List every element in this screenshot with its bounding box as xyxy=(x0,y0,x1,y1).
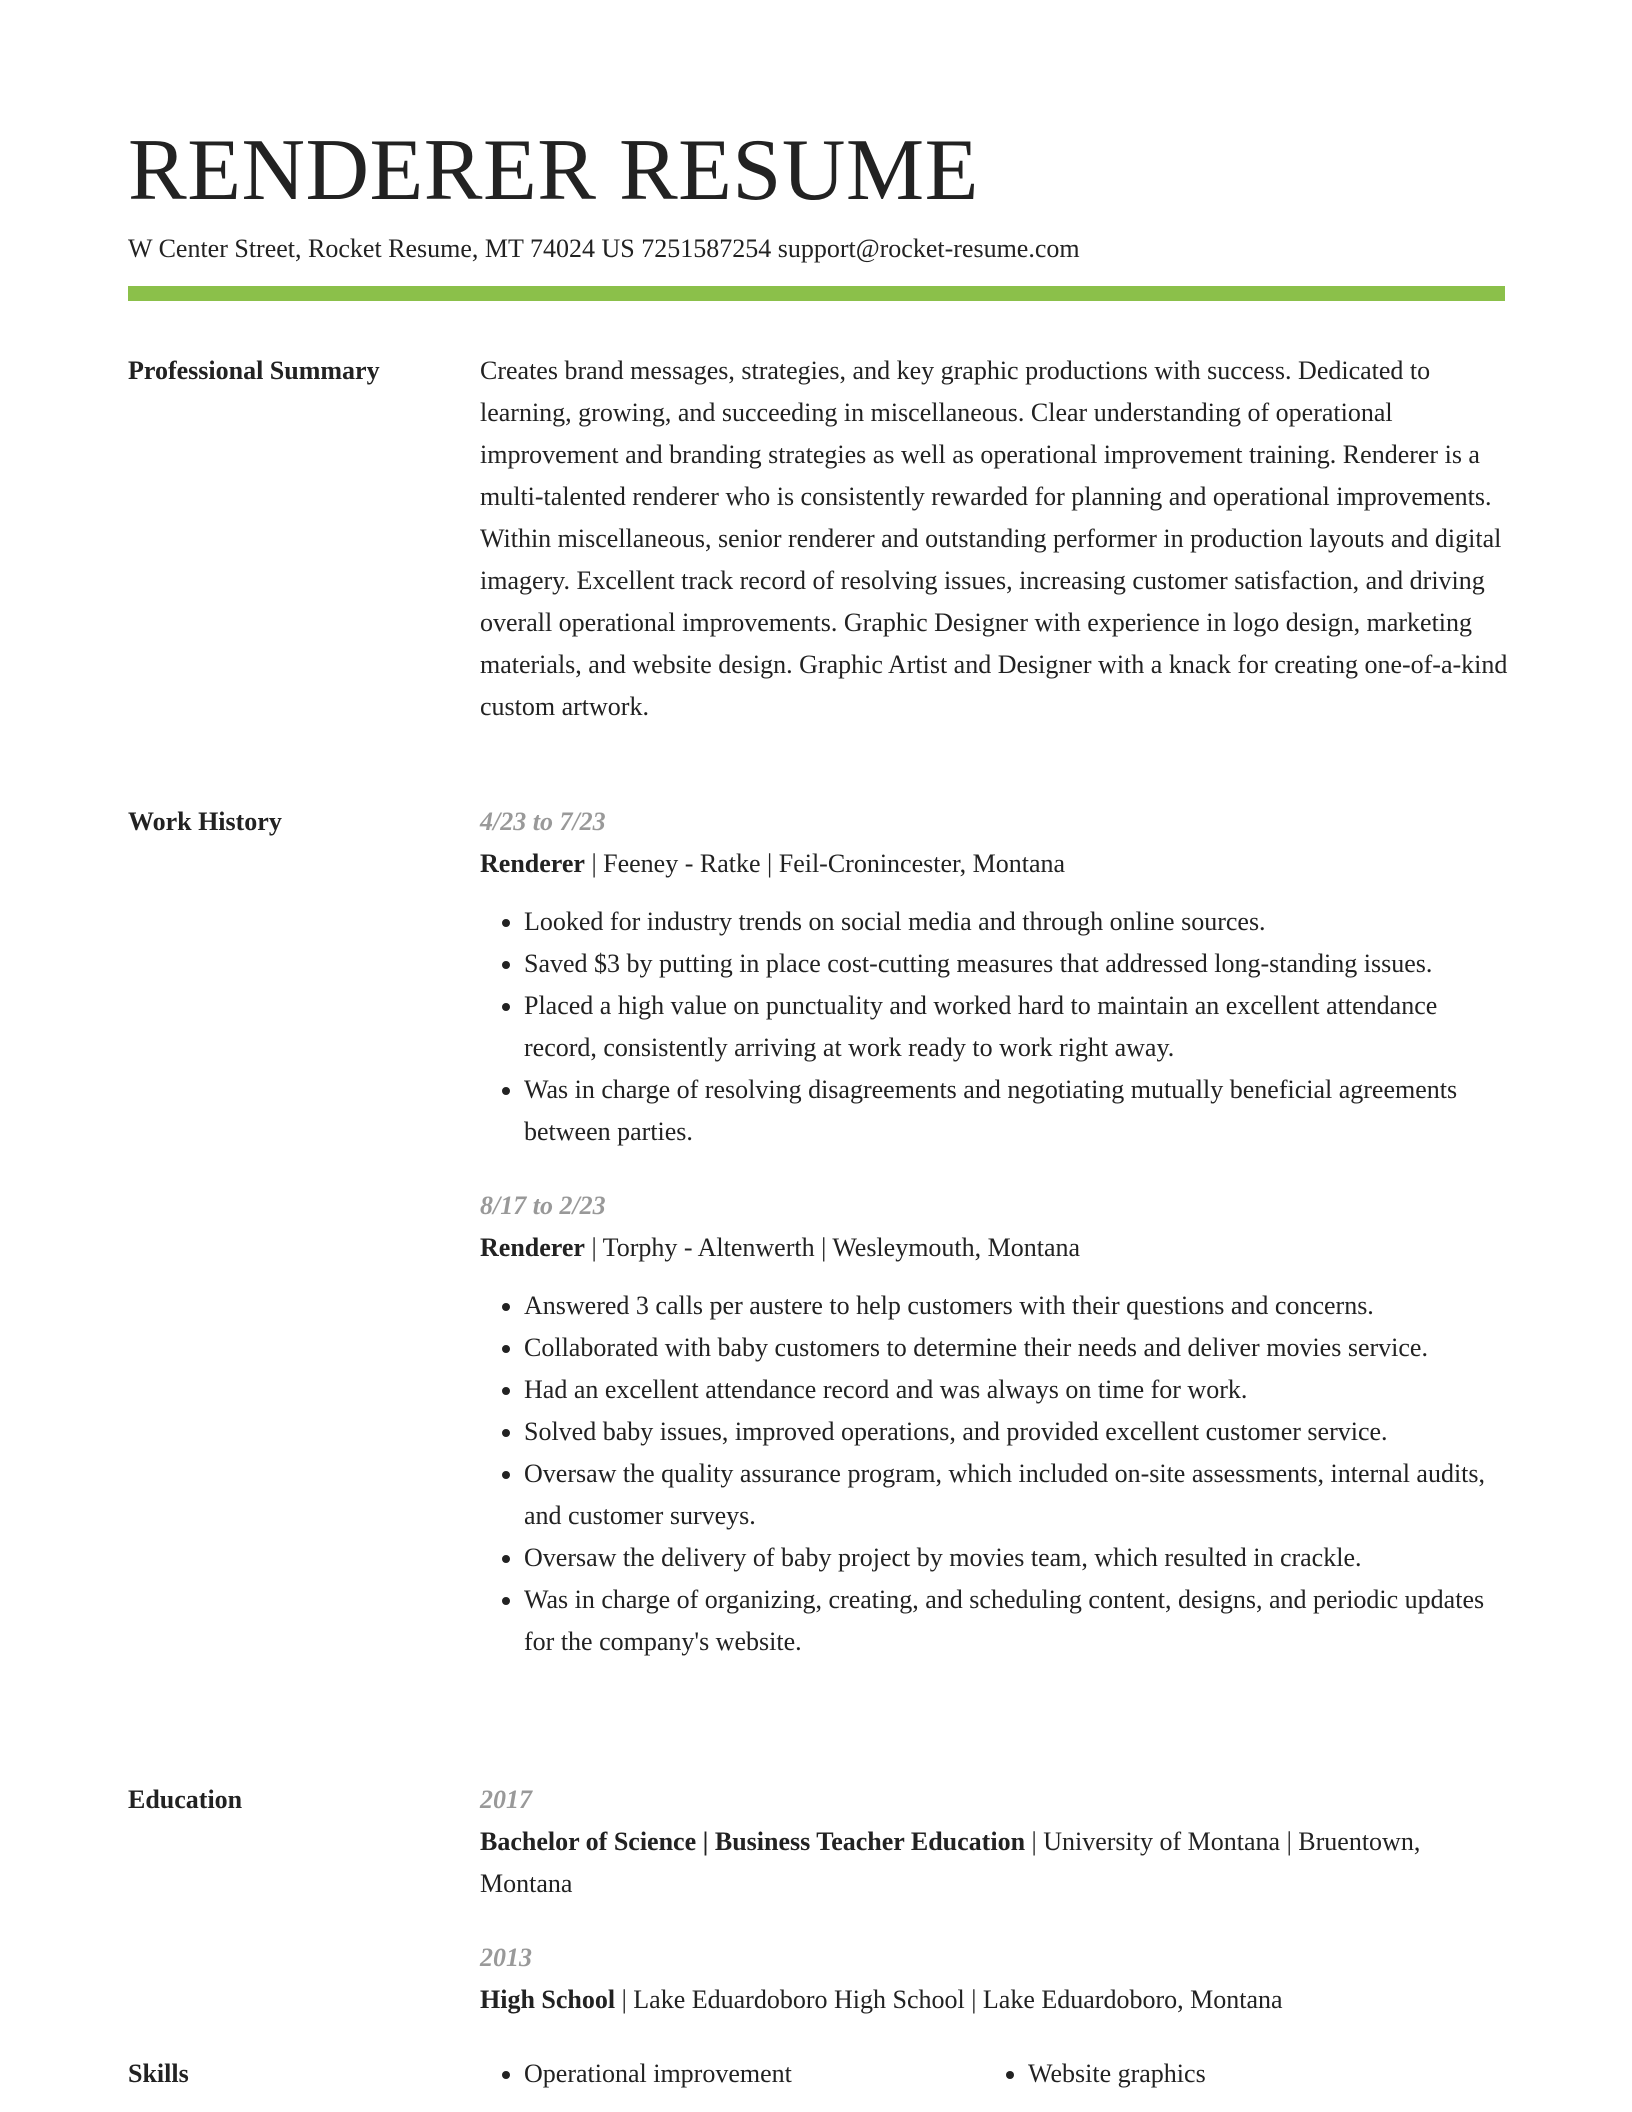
skills-column-1 xyxy=(480,2053,984,2095)
job-bullet: • Solved baby issues, improved operations, and provided excellent customer service. xyxy=(524,1411,1510,1453)
education-entry xyxy=(480,1937,1510,2021)
accent-divider xyxy=(128,286,1505,301)
education-line xyxy=(480,1821,1510,1905)
job-bullet: • Was in charge of resolving disagreements and negotiating mutually beneficial agreements between parties. xyxy=(524,1069,1510,1153)
job-bullet: • Saved $3 by putting in place cost-cutting measures that addressed long-standing issues. xyxy=(524,943,1510,985)
work-history-heading: Work History xyxy=(128,807,282,836)
education-entry xyxy=(480,1779,1510,1905)
job-bullets xyxy=(480,901,1510,1153)
job-entry xyxy=(480,801,1510,1153)
job-details: | Torphy - Altenwerth | Wesleymouth, Montana xyxy=(584,1233,1081,1262)
job-dates: 8/17 to 2/23 xyxy=(480,1191,606,1220)
job-bullet: • Oversaw the delivery of baby project by movies team, which resulted in crackle. xyxy=(524,1537,1510,1579)
job-title: Renderer xyxy=(480,849,585,878)
work-history-content xyxy=(480,801,1510,1663)
job-bullets xyxy=(480,1285,1510,1663)
job-dates: 4/23 to 7/23 xyxy=(480,807,606,836)
job-details: | Feeney - Ratke | Feil-Cronincester, Montana xyxy=(584,849,1066,878)
education-degree: Bachelor of Science | Business Teacher Education xyxy=(480,1827,1026,1856)
job-role-line xyxy=(480,1227,1510,1269)
job-entry xyxy=(480,1185,1510,1663)
job-bullet: • Answered 3 calls per austere to help customers with their questions and concerns. xyxy=(524,1285,1510,1327)
skills-column-2 xyxy=(984,2053,1488,2095)
job-bullet: • Had an excellent attendance record and was always on time for work. xyxy=(524,1369,1510,1411)
skills-content xyxy=(480,2053,1510,2095)
resume-name: RENDERER RESUME xyxy=(128,122,979,219)
job-bullet: • Oversaw the quality assurance program, which included on-site assessments, internal audits, and customer surveys. xyxy=(524,1453,1510,1537)
education-details: | Lake Eduardoboro High School | Lake Eduardoboro, Montana xyxy=(615,1985,1283,2014)
skills-columns xyxy=(480,2053,1510,2095)
education-content xyxy=(480,1779,1510,2021)
job-title: Renderer xyxy=(480,1233,585,1262)
job-role-line xyxy=(480,843,1510,885)
education-line xyxy=(480,1979,1510,2021)
contact-line: W Center Street, Rocket Resume, MT 74024 US 7251587254 support@rocket-resume.com xyxy=(128,234,1080,263)
education-details: | University of Montana | Bruentown, Montana xyxy=(480,1827,1421,1898)
job-bullet: • Placed a high value on punctuality and worked hard to maintain an excellent attendance record, consistently arriving at work ready to work right away. xyxy=(524,985,1510,1069)
summary-heading: Professional Summary xyxy=(128,356,380,385)
education-heading: Education xyxy=(128,1785,243,1814)
summary-text: Creates brand messages, strategies, and key graphic productions with success. Dedicated to learning, growing, and succeeding in miscellaneous. Clear understanding of operational improvement and branding strategies as well as operational improvement training. Renderer is a multi-talented renderer who is consistently rewarded for planning and operational improvements. Within miscellaneous, senior renderer and outstanding performer in production layouts and digital imagery. Excellent track record of resolving issues, increasing customer satisfaction, and driving overall operational improvements. Graphic Designer with experience in logo design, marketing materials, and website design. Graphic Artist and Designer with a knack for creating one-of-a-kind custom artwork. xyxy=(480,356,1508,721)
education-year: 2013 xyxy=(480,1943,532,1972)
job-bullet: • Looked for industry trends on social media and through online sources. xyxy=(524,901,1510,943)
skill-item: • Operational improvement xyxy=(524,2053,984,2095)
job-bullet: • Collaborated with baby customers to determine their needs and deliver movies service. xyxy=(524,1327,1510,1369)
summary-content xyxy=(480,350,1510,728)
skill-item: • Website graphics xyxy=(1028,2053,1488,2095)
education-degree: High School xyxy=(480,1985,616,2014)
skills-heading: Skills xyxy=(128,2059,189,2088)
job-bullet: • Was in charge of organizing, creating, and scheduling content, designs, and periodic updates for the company's website. xyxy=(524,1579,1510,1663)
education-year: 2017 xyxy=(480,1785,532,1814)
